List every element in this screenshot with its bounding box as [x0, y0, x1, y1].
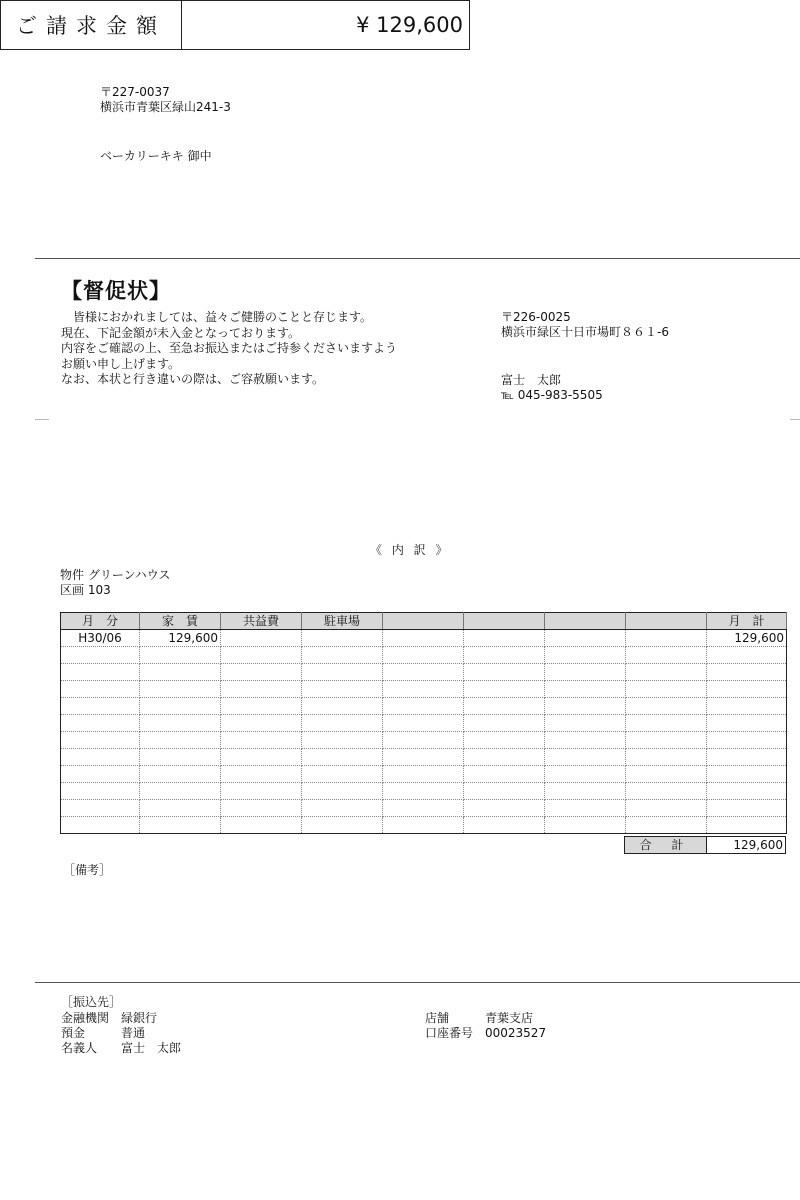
- ledger-cell: [221, 630, 302, 647]
- property-unit: 区画 103: [60, 583, 111, 597]
- branch-value: 青葉支店: [485, 1011, 534, 1025]
- ledger-cell: [302, 698, 383, 715]
- ledger-cell: [707, 800, 787, 817]
- ledger-cell: [140, 783, 221, 800]
- header-blank: [464, 613, 545, 630]
- ledger-cell: [302, 817, 383, 834]
- header-blank: [626, 613, 707, 630]
- ledger-cell: [545, 800, 626, 817]
- total-label: 合 計: [625, 837, 707, 854]
- ledger-cell: [626, 715, 707, 732]
- ledger-cell: [464, 800, 545, 817]
- ledger-cell: [707, 715, 787, 732]
- ledger-cell: [707, 766, 787, 783]
- branch-label: 店舗: [425, 1011, 450, 1025]
- ledger-cell: [707, 664, 787, 681]
- ledger-cell: [707, 732, 787, 749]
- account-value: 00023527: [485, 1026, 547, 1040]
- total-value: 129,600: [707, 837, 786, 854]
- ledger-cell: [626, 749, 707, 766]
- ledger-row: [61, 800, 787, 817]
- ledger-cell: [464, 783, 545, 800]
- ledger-cell: [626, 800, 707, 817]
- bank-details-left: [61, 1011, 181, 1056]
- ledger-cell: [140, 800, 221, 817]
- ledger-cell: [383, 681, 464, 698]
- ledger-row: [61, 732, 787, 749]
- ledger-table: [60, 612, 787, 834]
- message-line: 内容をご確認の上、至急お振込またはご持参くださいますよう: [61, 341, 398, 355]
- header-blank: [383, 613, 464, 630]
- ledger-cell: [221, 647, 302, 664]
- ledger-cell: [221, 681, 302, 698]
- ledger-row: [61, 630, 787, 647]
- amount-value: ¥ 129,600: [356, 13, 463, 37]
- ledger-cell: [221, 800, 302, 817]
- recipient-name: ベーカリーキキ 御中: [100, 149, 212, 163]
- ledger-cell: [545, 647, 626, 664]
- divider-top: [35, 258, 800, 259]
- divider-bottom: [35, 982, 800, 983]
- deposit-value: 普通: [121, 1026, 146, 1040]
- header-monthly-total: 月 計: [707, 613, 787, 630]
- ledger-cell: [61, 766, 140, 783]
- ledger-cell: [61, 647, 140, 664]
- ledger-cell: [464, 647, 545, 664]
- ledger-cell: [383, 664, 464, 681]
- ledger-cell: [545, 732, 626, 749]
- remarks-label: ［備考］: [63, 863, 112, 877]
- ledger-cell: 129,600: [140, 630, 221, 647]
- ledger-cell: [302, 681, 383, 698]
- ledger-cell: [545, 681, 626, 698]
- ledger-cell: [302, 715, 383, 732]
- message-body: [61, 310, 397, 388]
- ledger-cell: [626, 783, 707, 800]
- ledger-row: [61, 783, 787, 800]
- ledger-cell: [707, 783, 787, 800]
- ledger-cell: [464, 732, 545, 749]
- ledger-cell: [221, 766, 302, 783]
- ledger-cell: [545, 817, 626, 834]
- message-line: お願い申し上げます。: [61, 356, 181, 371]
- ledger-cell: [626, 732, 707, 749]
- ledger-cell: [140, 647, 221, 664]
- ledger-row: [61, 664, 787, 681]
- bank-heading: ［振込先］: [61, 995, 122, 1009]
- ledger-cell: [140, 732, 221, 749]
- ledger-cell: [545, 715, 626, 732]
- ledger-cell: [626, 817, 707, 834]
- ledger-row: [61, 715, 787, 732]
- ledger-row: [61, 749, 787, 766]
- property-building: 物件 グリーンハウス: [60, 568, 171, 582]
- ledger-cell: [140, 766, 221, 783]
- ledger-cell: [302, 664, 383, 681]
- breakdown-title: 《 内 訳 》: [370, 543, 451, 557]
- holder-value: 富士 太郎: [121, 1041, 182, 1055]
- ledger-cell: [61, 715, 140, 732]
- ledger-cell: [302, 766, 383, 783]
- ledger-cell: [61, 664, 140, 681]
- ledger-cell: [707, 698, 787, 715]
- sender-address: [501, 310, 669, 340]
- ledger-cell: [383, 749, 464, 766]
- ledger-cell: [221, 698, 302, 715]
- ledger-cell: [626, 698, 707, 715]
- ledger-cell: [707, 749, 787, 766]
- ledger-cell: [61, 698, 140, 715]
- fold-mark-left: [35, 419, 49, 420]
- ledger-cell: [464, 664, 545, 681]
- ledger-cell: [383, 783, 464, 800]
- sender-contact: [501, 373, 603, 403]
- ledger-cell: [383, 766, 464, 783]
- ledger-cell: [383, 715, 464, 732]
- ledger-cell: [221, 715, 302, 732]
- ledger-cell: [140, 681, 221, 698]
- amount-label: ご請求金額: [1, 1, 182, 49]
- sender-postal: 〒226-0025: [501, 310, 571, 324]
- ledger-cell: [626, 766, 707, 783]
- ledger-cell: [464, 749, 545, 766]
- ledger-cell: [545, 630, 626, 647]
- sender-tel: ℡ 045-983-5505: [501, 388, 603, 402]
- ledger-cell: [221, 749, 302, 766]
- recipient-address: [100, 85, 231, 115]
- message-line: 皆様におかれましては、益々ご健勝のことと存じます。: [61, 310, 373, 324]
- ledger-cell: [545, 698, 626, 715]
- ledger-cell: [545, 664, 626, 681]
- sender-address-line: 横浜市緑区十日市場町８６１-6: [501, 325, 669, 339]
- ledger-cell: [61, 681, 140, 698]
- ledger-cell: [464, 630, 545, 647]
- account-label: 口座番号: [425, 1026, 474, 1040]
- ledger-cell: [140, 715, 221, 732]
- ledger-cell: [140, 749, 221, 766]
- ledger-cell: [383, 800, 464, 817]
- ledger-cell: [464, 715, 545, 732]
- holder-label: 名義人: [61, 1041, 98, 1055]
- ledger-cell: [383, 732, 464, 749]
- ledger-cell: [221, 664, 302, 681]
- header-common-fee: 共益費: [221, 613, 302, 630]
- document-title: 【督促状】: [61, 279, 171, 303]
- ledger-cell: [221, 732, 302, 749]
- header-blank: [545, 613, 626, 630]
- ledger-cell: [302, 647, 383, 664]
- ledger-cell: [140, 817, 221, 834]
- recipient-address-line: 横浜市青葉区緑山241-3: [100, 100, 231, 114]
- ledger-cell: [221, 817, 302, 834]
- ledger-cell: [302, 630, 383, 647]
- ledger-cell: [302, 800, 383, 817]
- ledger-cell: 129,600: [707, 630, 787, 647]
- bank-details-right: [425, 1011, 546, 1041]
- ledger-row: [61, 647, 787, 664]
- ledger-cell: [61, 817, 140, 834]
- ledger-cell: [464, 698, 545, 715]
- ledger-cell: [302, 783, 383, 800]
- ledger-header-row: [61, 613, 787, 630]
- ledger-cell: [626, 664, 707, 681]
- institution-value: 緑銀行: [121, 1011, 158, 1025]
- ledger-cell: [545, 783, 626, 800]
- ledger-cell: [61, 783, 140, 800]
- header-parking: 駐車場: [302, 613, 383, 630]
- recipient-postal: 〒227-0037: [100, 85, 170, 99]
- ledger-cell: [61, 732, 140, 749]
- ledger-cell: [302, 749, 383, 766]
- ledger-cell: H30/06: [61, 630, 140, 647]
- ledger-row: [61, 817, 787, 834]
- ledger-cell: [626, 647, 707, 664]
- ledger-cell: [302, 732, 383, 749]
- ledger-cell: [707, 647, 787, 664]
- message-line: 現在、下記金額が未入金となっております。: [61, 325, 301, 340]
- sender-name: 富士 太郎: [501, 373, 562, 387]
- ledger-row: [61, 681, 787, 698]
- ledger-cell: [221, 783, 302, 800]
- deposit-label: 預金: [61, 1026, 86, 1040]
- totals-table: [624, 836, 786, 854]
- ledger-cell: [707, 681, 787, 698]
- ledger-cell: [140, 664, 221, 681]
- property-info: [60, 568, 170, 598]
- ledger-cell: [707, 817, 787, 834]
- message-line: なお、本状と行き違いの際は、ご容赦願います。: [61, 372, 325, 386]
- ledger-row: [61, 698, 787, 715]
- amount-box: [0, 0, 470, 50]
- ledger-cell: [545, 749, 626, 766]
- ledger-cell: [464, 817, 545, 834]
- ledger-cell: [626, 681, 707, 698]
- ledger-cell: [383, 630, 464, 647]
- ledger-cell: [626, 630, 707, 647]
- ledger-cell: [464, 681, 545, 698]
- ledger-row: [61, 766, 787, 783]
- header-rent: 家 賃: [140, 613, 221, 630]
- ledger-cell: [61, 800, 140, 817]
- ledger-cell: [140, 698, 221, 715]
- institution-label: 金融機関: [61, 1011, 110, 1025]
- fold-mark-right: [790, 419, 800, 420]
- ledger-cell: [464, 766, 545, 783]
- header-month: 月 分: [61, 613, 140, 630]
- ledger-cell: [61, 749, 140, 766]
- ledger-cell: [383, 817, 464, 834]
- ledger-cell: [383, 647, 464, 664]
- ledger-cell: [383, 698, 464, 715]
- ledger-cell: [545, 766, 626, 783]
